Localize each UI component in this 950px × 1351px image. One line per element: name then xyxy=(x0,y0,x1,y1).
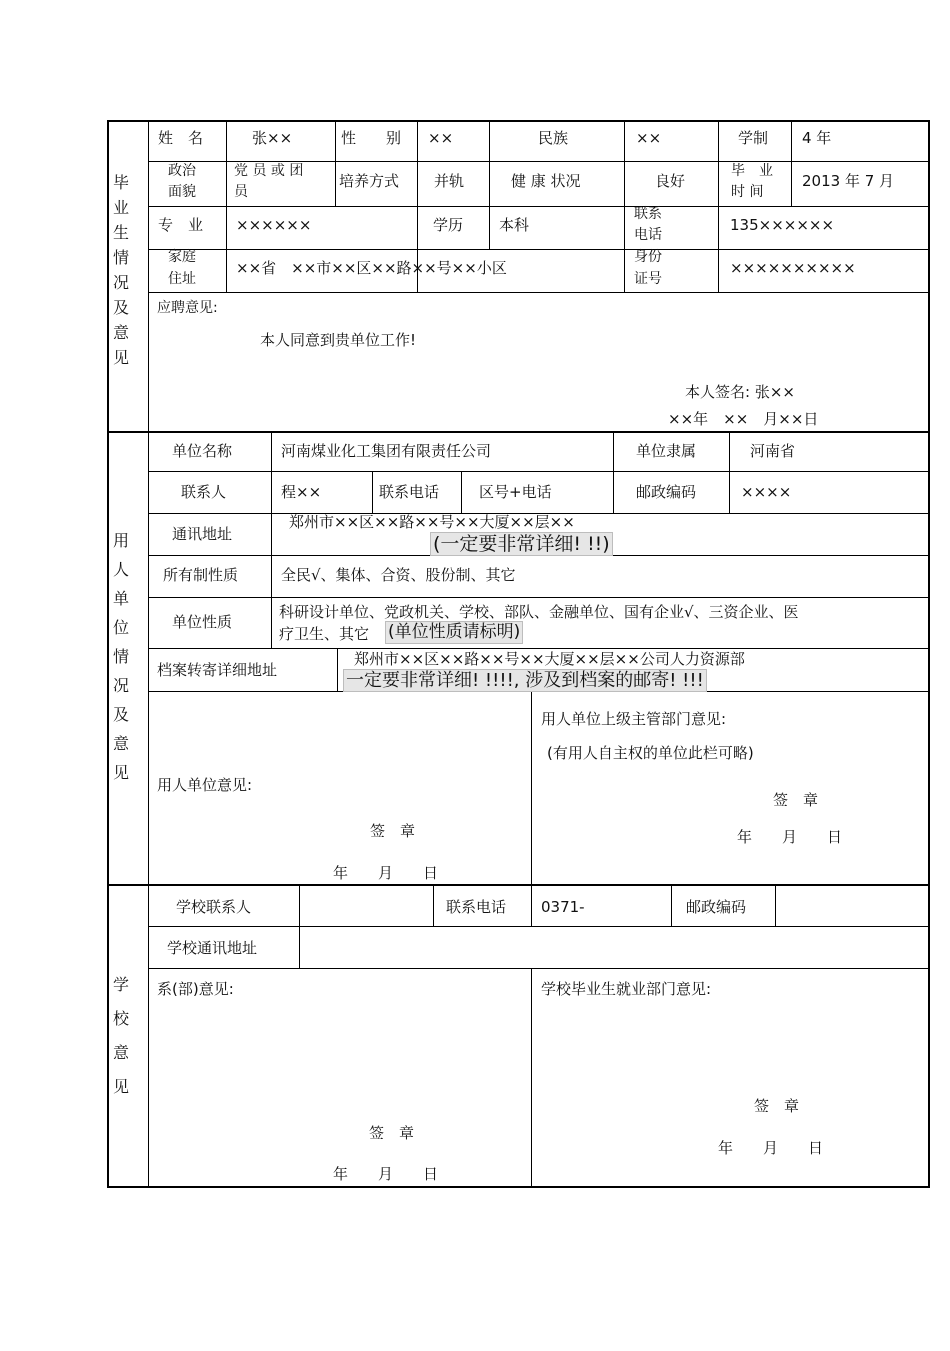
contact-phone-label: 联系电话 xyxy=(379,483,440,501)
gender-label: 性 别 xyxy=(341,129,402,147)
col-divider xyxy=(613,432,614,513)
ethnicity-value: ×× xyxy=(636,129,662,147)
training-value: 并轨 xyxy=(434,172,465,190)
row-divider xyxy=(148,292,929,293)
grad-label-1: 毕 业 xyxy=(731,163,773,179)
major-label: 专 业 xyxy=(158,216,204,234)
employment-opinion-label: 学校毕业生就业部门意见: xyxy=(541,980,712,998)
row-divider xyxy=(148,597,929,598)
address-value: ××省 ××市××区××路××号××小区 xyxy=(236,259,507,277)
health-value: 良好 xyxy=(655,172,686,190)
col-divider xyxy=(299,886,300,968)
school-postcode-label: 邮政编码 xyxy=(686,898,747,916)
mail-address-value: 郑州市××区××路××号××大厦××层×× xyxy=(289,513,575,531)
id-value: ×××××××××× xyxy=(730,259,856,277)
address-label-2: 住址 xyxy=(168,271,196,287)
col-divider xyxy=(226,121,227,292)
applicant-signature: 本人签名: 张×× xyxy=(685,383,795,401)
phone-label-1: 联系 xyxy=(634,206,662,222)
id-label-2: 证号 xyxy=(634,271,662,287)
school-contact-label: 学校联系人 xyxy=(176,898,252,916)
unit-type-value-1: 科研设计单位、党政机关、学校、部队、金融单位、国有企业√、三资企业、医 xyxy=(279,603,799,621)
section-label-school: 学校意见 xyxy=(112,975,129,1096)
id-label-1: 身份 xyxy=(634,249,662,265)
col-divider xyxy=(489,121,490,249)
superior-date: 年 月 日 xyxy=(737,828,843,846)
archive-value: 郑州市××区××路××号××大厦××层××公司人力资源部 xyxy=(354,650,745,668)
section-label-employer: 用人单位情况及意见 xyxy=(112,531,129,782)
employment-seal: 签 章 xyxy=(754,1097,800,1115)
section-divider xyxy=(108,884,929,886)
col-divider xyxy=(271,432,272,648)
ethnicity-label: 民族 xyxy=(538,129,569,147)
degree-value: 本科 xyxy=(499,216,530,234)
school-address-label: 学校通讯地址 xyxy=(167,939,258,957)
col-divider xyxy=(531,968,532,1187)
archive-label: 档案转寄详细地址 xyxy=(157,661,278,679)
address-label-1: 家庭 xyxy=(168,249,196,265)
col-divider xyxy=(531,886,532,926)
row-divider xyxy=(148,249,929,250)
row-divider xyxy=(148,926,929,927)
contact-value: 程×× xyxy=(281,483,322,501)
col-divider xyxy=(729,432,730,513)
col-divider xyxy=(531,691,532,884)
superior-note: (有用人自主权的单位此栏可略) xyxy=(547,744,754,762)
col-divider xyxy=(372,471,373,513)
row-divider xyxy=(148,968,929,969)
col-divider xyxy=(461,471,462,513)
label-column-divider xyxy=(148,121,149,1187)
affiliation-value: 河南省 xyxy=(750,442,796,460)
unit-type-note: (单位性质请标明) xyxy=(385,621,523,644)
contact-phone-value: 区号+电话 xyxy=(479,483,552,501)
superior-opinion-label: 用人单位上级主管部门意见: xyxy=(541,710,727,728)
archive-note: 一定要非常详细! !!!!, 涉及到档案的邮寄! !!! xyxy=(343,669,707,692)
applicant-date: ××年 ×× 月××日 xyxy=(668,410,819,428)
col-divider xyxy=(791,121,792,206)
schooling-label: 学制 xyxy=(738,129,769,147)
phone-value: 135×××××× xyxy=(730,216,835,234)
phone-label-2: 电话 xyxy=(634,227,662,243)
row-divider xyxy=(148,471,929,472)
application-opinion-label: 应聘意见: xyxy=(157,300,218,316)
political-value-2: 员 xyxy=(234,184,248,200)
unit-seal: 签 章 xyxy=(370,822,416,840)
section-label-graduate: 毕业生情况及意见 xyxy=(112,173,129,367)
unit-date: 年 月 日 xyxy=(333,864,439,882)
col-divider xyxy=(624,121,625,292)
superior-seal: 签 章 xyxy=(773,791,819,809)
name-value: 张×× xyxy=(252,129,293,147)
postcode-value: ×××× xyxy=(741,483,792,501)
row-divider xyxy=(148,206,929,207)
contact-label: 联系人 xyxy=(181,483,227,501)
employment-date: 年 月 日 xyxy=(718,1139,824,1157)
col-divider xyxy=(337,648,338,691)
major-value: ×××××× xyxy=(236,216,312,234)
name-label: 姓 名 xyxy=(158,129,204,147)
section-divider xyxy=(108,431,929,433)
political-label-2: 面貌 xyxy=(168,184,196,200)
political-value-1: 党 员 或 团 xyxy=(234,163,304,179)
unit-opinion-label: 用人单位意见: xyxy=(157,776,253,794)
unit-name-label: 单位名称 xyxy=(172,442,233,460)
school-phone-label: 联系电话 xyxy=(446,898,507,916)
col-divider xyxy=(335,121,336,206)
dept-seal: 签 章 xyxy=(369,1124,415,1142)
grad-label-2: 时 间 xyxy=(731,184,764,200)
col-divider xyxy=(718,121,719,292)
col-divider xyxy=(671,886,672,926)
unit-type-label: 单位性质 xyxy=(172,613,233,631)
grad-value: 2013 年 7 月 xyxy=(802,172,895,190)
training-label: 培养方式 xyxy=(339,172,400,190)
affiliation-label: 单位隶属 xyxy=(636,442,697,460)
degree-label: 学历 xyxy=(433,216,464,234)
gender-value: ×× xyxy=(428,129,454,147)
school-phone-value: 0371- xyxy=(541,898,585,916)
dept-date: 年 月 日 xyxy=(333,1165,439,1183)
ownership-label: 所有制性质 xyxy=(163,566,239,584)
mail-address-label: 通讯地址 xyxy=(172,525,233,543)
ownership-value: 全民√、集体、合资、股份制、其它 xyxy=(281,566,516,584)
dept-opinion-label: 系(部)意见: xyxy=(157,980,234,998)
mail-address-note: (一定要非常详细! !!) xyxy=(430,532,613,556)
postcode-label: 邮政编码 xyxy=(636,483,697,501)
political-label-1: 政治 xyxy=(168,163,196,179)
application-opinion-text: 本人同意到贵单位工作! xyxy=(260,331,417,349)
unit-type-value-2: 疗卫生、其它 xyxy=(279,625,370,643)
unit-name-value: 河南煤业化工集团有限责任公司 xyxy=(281,442,492,460)
health-label: 健 康 状况 xyxy=(511,172,581,190)
col-divider xyxy=(775,886,776,926)
schooling-value: 4 年 xyxy=(802,129,832,147)
col-divider xyxy=(433,886,434,926)
